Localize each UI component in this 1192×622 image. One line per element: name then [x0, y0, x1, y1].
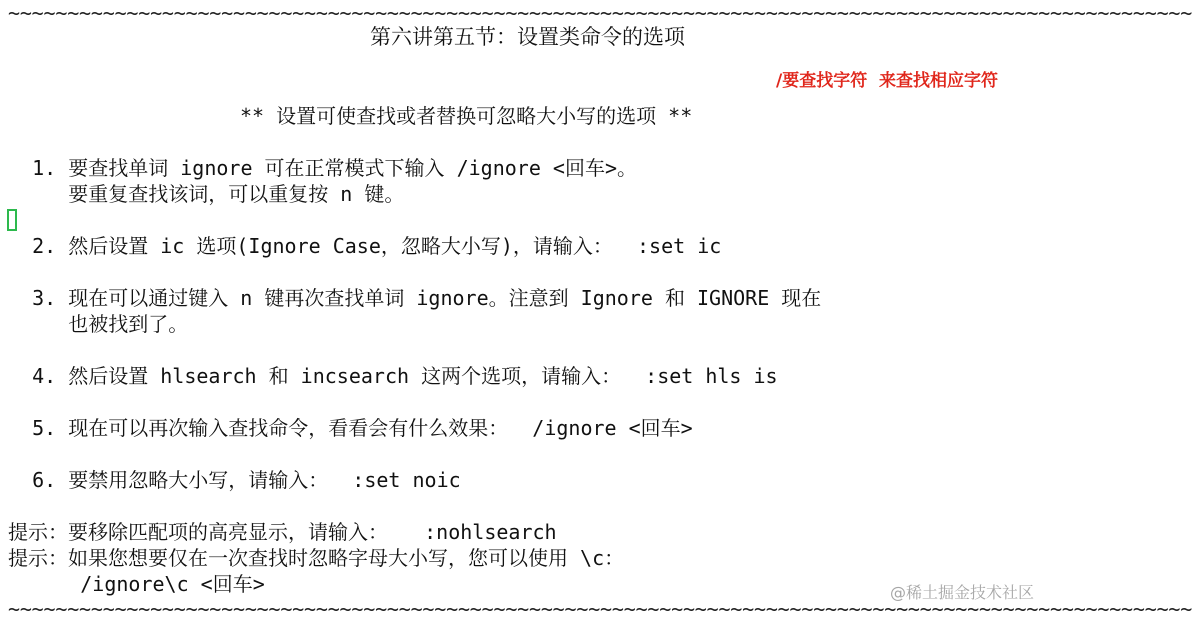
lesson-title: 第六讲第五节：设置类命令的选项: [370, 25, 685, 49]
step-1-line-2: 要重复查找该词，可以重复按 n 键。: [8, 182, 405, 206]
bottom-rule: ~~~~~~~~~~~~~~~~~~~~~~~~~~~~~~~~~~~~~~~~~~~~~~~~~~~~~~~~~~~~~~~~~~~~~~~~~~~~~~~~~~~~~~~~~~~~~~~~~~~~: [8, 597, 1192, 621]
step-3-line-2: 也被找到了。: [8, 312, 189, 336]
search-annotation: /要查找字符 来查找相应字符: [776, 71, 999, 91]
step-3-line-1: 3. 现在可以通过键入 n 键再次查找单词 ignore。注意到 Ignore 和 IGNORE 现在: [8, 286, 822, 310]
top-rule: ~~~~~~~~~~~~~~~~~~~~~~~~~~~~~~~~~~~~~~~~~~~~~~~~~~~~~~~~~~~~~~~~~~~~~~~~~~~~~~~~~~~~~~~~~~~~~~~~~~~~: [8, 1, 1192, 25]
section-heading: ** 设置可使查找或者替换可忽略大小写的选项 **: [240, 104, 693, 128]
step-1-line-1: 1. 要查找单词 ignore 可在正常模式下输入 /ignore <回车>。: [8, 156, 637, 180]
step-6-line-1: 6. 要禁用忽略大小写，请输入： :set noic: [8, 468, 461, 492]
step-2-line-1: 2. 然后设置 ic 选项(Ignore Case，忽略大小写)，请输入： :set ic: [8, 234, 722, 258]
tip-nohlsearch: 提示：要移除匹配项的高亮显示，请输入： :nohlsearch: [8, 520, 557, 544]
step-4-line-1: 4. 然后设置 hlsearch 和 incsearch 这两个选项，请输入： :set hls is: [8, 364, 778, 388]
tip-ignore-case: 提示：如果您想要仅在一次查找时忽略字母大小写，您可以使用 \c：: [8, 546, 625, 570]
step-5-line-1: 5. 现在可以再次输入查找命令，看看会有什么效果： /ignore <回车>: [8, 416, 693, 440]
text-cursor[interactable]: [7, 209, 17, 231]
watermark: @稀土掘金技术社区: [890, 583, 1035, 602]
tip-ignore-case-example: /ignore\c <回车>: [8, 572, 265, 596]
